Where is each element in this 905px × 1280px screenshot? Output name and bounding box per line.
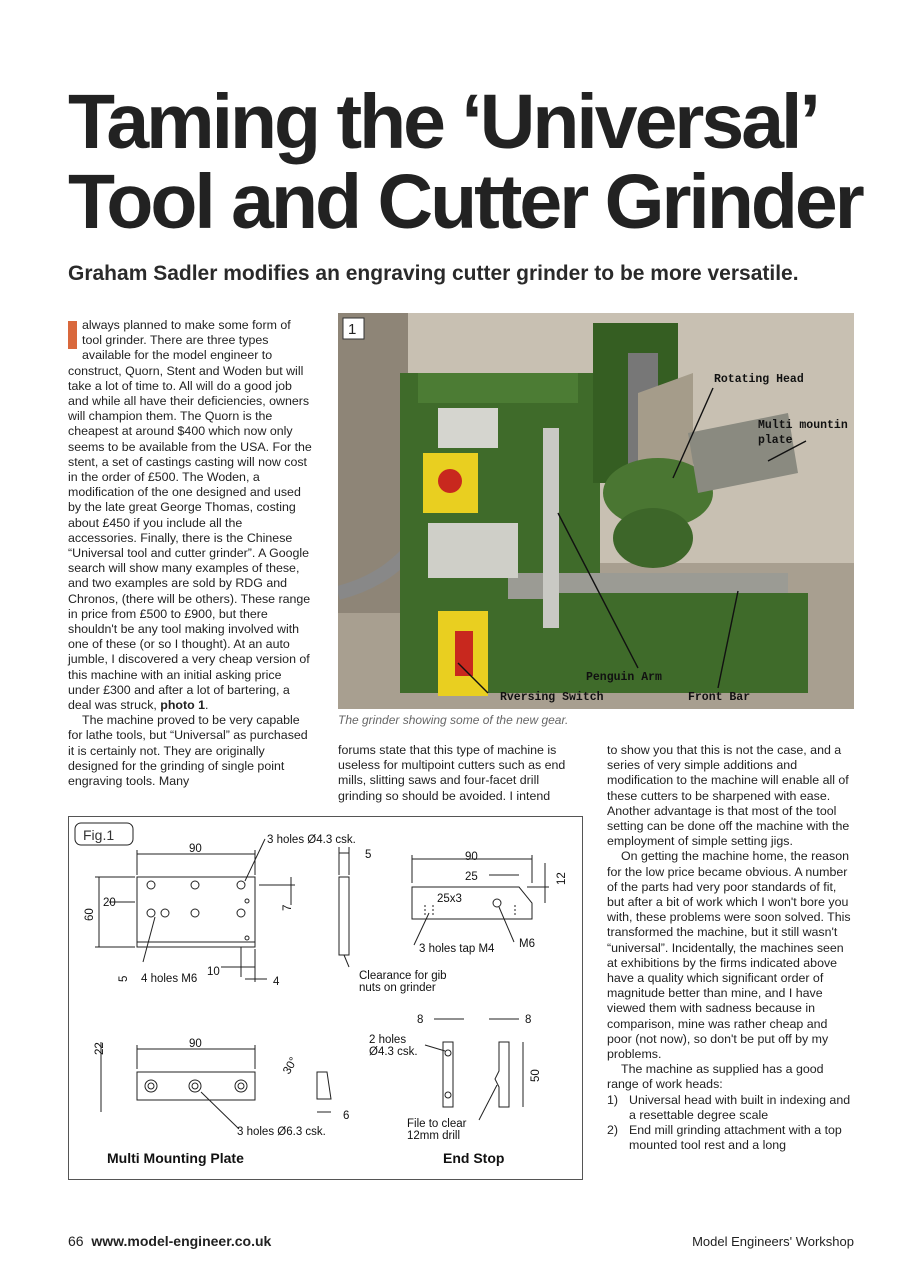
plate-dim-4: 4 <box>273 976 280 988</box>
article-subtitle: Graham Sadler modifies an engraving cutter grinder to be more versatile. <box>68 262 799 285</box>
plate-dim-10: 10 <box>207 966 220 978</box>
label-front-bar: Front Bar <box>688 691 751 704</box>
col3-paragraph-2: On getting the machine home, the reason for the low price became obvious. A number of the parts had very poor standards of fit, but after a bit of work which I won't bore you with, these problems were soon solved. This transformed the machine, but it still wasn't “universal”. Incidentally, the machines seen at exhibitions by the firms indicated above have a quality which significant order of magnitude better than mine, and I have viewed them with sadness because in comparison, mine was rather cheap and poor (not now), so don't be put off by my problems. <box>607 849 851 1062</box>
bar-dim-90: 90 <box>465 851 478 863</box>
paragraph-1 <box>68 318 314 713</box>
endstop-dim-8a: 8 <box>417 1014 424 1026</box>
paragraph-1-text: always planned to make some form of tool grinder. There are three types available for the model engineer to construct, Quorn, Stent and Woden but will take a lot of time to. All will do a good job and while all have their deficiencies, owners will champion them. The Quorn is the cheapest at around $400 which now only seems to be available from the USA. For the stent, a set of castings casting will now cost in the order of £500. The Woden, a modification of the one designed and used by the late great George Thomas, costing about £450 if you include all the accessories. Finally, there is the Chinese “Universal tool and cutter grinder”. A Google search will show many examples of these, and two examples are sold by RDG and Chronos, (there will be others). These range in price from £500 to £900, but there shouldn't be any tool making involved with one of these (or so I thought). At an auto jumble, I discovered a very cheap version of this machine with an initial asking price under £300 and after a lot of bartering, a deal was struck, <box>68 318 312 713</box>
multi-dim-22: 22 <box>94 1042 106 1055</box>
photo-caption: The grinder showing some of the new gear. <box>338 713 569 727</box>
list-item-text: Universal head with built in indexing and a resettable degree scale <box>629 1092 851 1122</box>
endstop-dim-50: 50 <box>530 1069 542 1082</box>
multi-dim-30: 30° <box>281 1055 301 1077</box>
photo-1-ref: photo 1 <box>160 698 206 713</box>
column-2-text: forums state that this type of machine is useless for multipoint cutters such as end mills, slitting saws and four-facet drill grinding so should be avoided. I intend <box>338 743 566 803</box>
figure-1 <box>68 816 583 1180</box>
paragraph-2: The machine proved to be very capable for lathe tools, but “Universal” as purchased it is certainly not. They are originally designed for the grinding of single point engraving tools. Many <box>68 713 308 789</box>
bar-dim-12: 12 <box>556 872 568 885</box>
label-reversing-switch: Rversing Switch <box>500 691 604 704</box>
plate-dim-20: 20 <box>103 897 116 909</box>
label-multi-mounting-1: Multi mountin <box>758 419 848 432</box>
multi-holes: 3 holes Ø6.3 csk. <box>237 1126 326 1138</box>
plate-dim-90: 90 <box>189 843 202 855</box>
title-line-2: Tool and Cutter Grinder <box>68 159 862 245</box>
plate-dim-5: 5 <box>365 849 372 861</box>
plate-holes-m6: 4 holes M6 <box>141 973 198 985</box>
clearance-line-2: nuts on grinder <box>359 982 436 994</box>
bar-dim-25: 25 <box>465 871 478 883</box>
endstop-file-1: File to clear <box>407 1118 467 1130</box>
bar-dim-25x3: 25x3 <box>437 893 462 905</box>
col3-paragraph-3: The machine as supplied has a good range of work heads: <box>607 1062 824 1092</box>
page-number: 66 <box>68 1233 84 1249</box>
label-rotating-head: Rotating Head <box>714 373 804 386</box>
footer-url[interactable]: www.model-engineer.co.uk <box>91 1233 272 1249</box>
grinder-photo <box>338 313 854 709</box>
plate-dim-60: 60 <box>84 908 96 921</box>
list-item-text: End mill grinding attachment with a top mounted tool rest and a long <box>629 1123 842 1153</box>
figure-label: Fig.1 <box>83 827 115 843</box>
paragraph-1-end: . <box>205 698 209 713</box>
plate-dim-7: 7 <box>282 904 294 911</box>
list-item-number: 1) <box>607 1092 619 1107</box>
list-item <box>607 1123 855 1153</box>
plate-holes-csk: 3 holes Ø4.3 csk. <box>267 834 356 846</box>
multi-caption: Multi Mounting Plate <box>107 1150 244 1166</box>
column-2 <box>338 743 574 804</box>
clearance-line-1: Clearance for gib <box>359 970 447 982</box>
endstop-holes-1: 2 holes <box>369 1034 407 1046</box>
drop-cap <box>68 321 77 349</box>
column-1 <box>68 318 314 789</box>
endstop-holes-2: Ø4.3 csk. <box>369 1046 418 1058</box>
photo-1 <box>338 313 854 709</box>
endstop-file-2: 12mm drill <box>407 1130 461 1142</box>
endstop-caption: End Stop <box>443 1150 505 1166</box>
photo-number: 1 <box>348 321 357 338</box>
col3-paragraph-1: to show you that this is not the case, and a series of very simple additions and modification to the machine will enable all of these cutters to be sharpened with ease. Another advantage is that most of the tool setting can be done off the machine with the employment of simple setting jigs. <box>607 743 850 849</box>
footer-left <box>68 1233 271 1249</box>
list-item <box>607 1093 855 1123</box>
article-title <box>68 79 868 245</box>
plate-dim-5b: 5 <box>118 975 130 982</box>
bar-m6: M6 <box>519 938 535 950</box>
footer-magazine: Model Engineers' Workshop <box>692 1234 854 1249</box>
label-penguin-arm: Penguin Arm <box>586 671 662 684</box>
column-3 <box>607 743 855 1153</box>
bar-holes-tap: 3 holes tap M4 <box>419 943 495 955</box>
fig1-drawing <box>69 817 584 1181</box>
label-multi-mounting-2: plate <box>758 434 793 447</box>
list-item-number: 2) <box>607 1123 619 1138</box>
title-line-1: Taming the ‘Universal’ <box>68 79 818 165</box>
multi-dim-6: 6 <box>343 1110 350 1122</box>
multi-dim-90: 90 <box>189 1038 202 1050</box>
endstop-dim-8b: 8 <box>525 1014 532 1026</box>
